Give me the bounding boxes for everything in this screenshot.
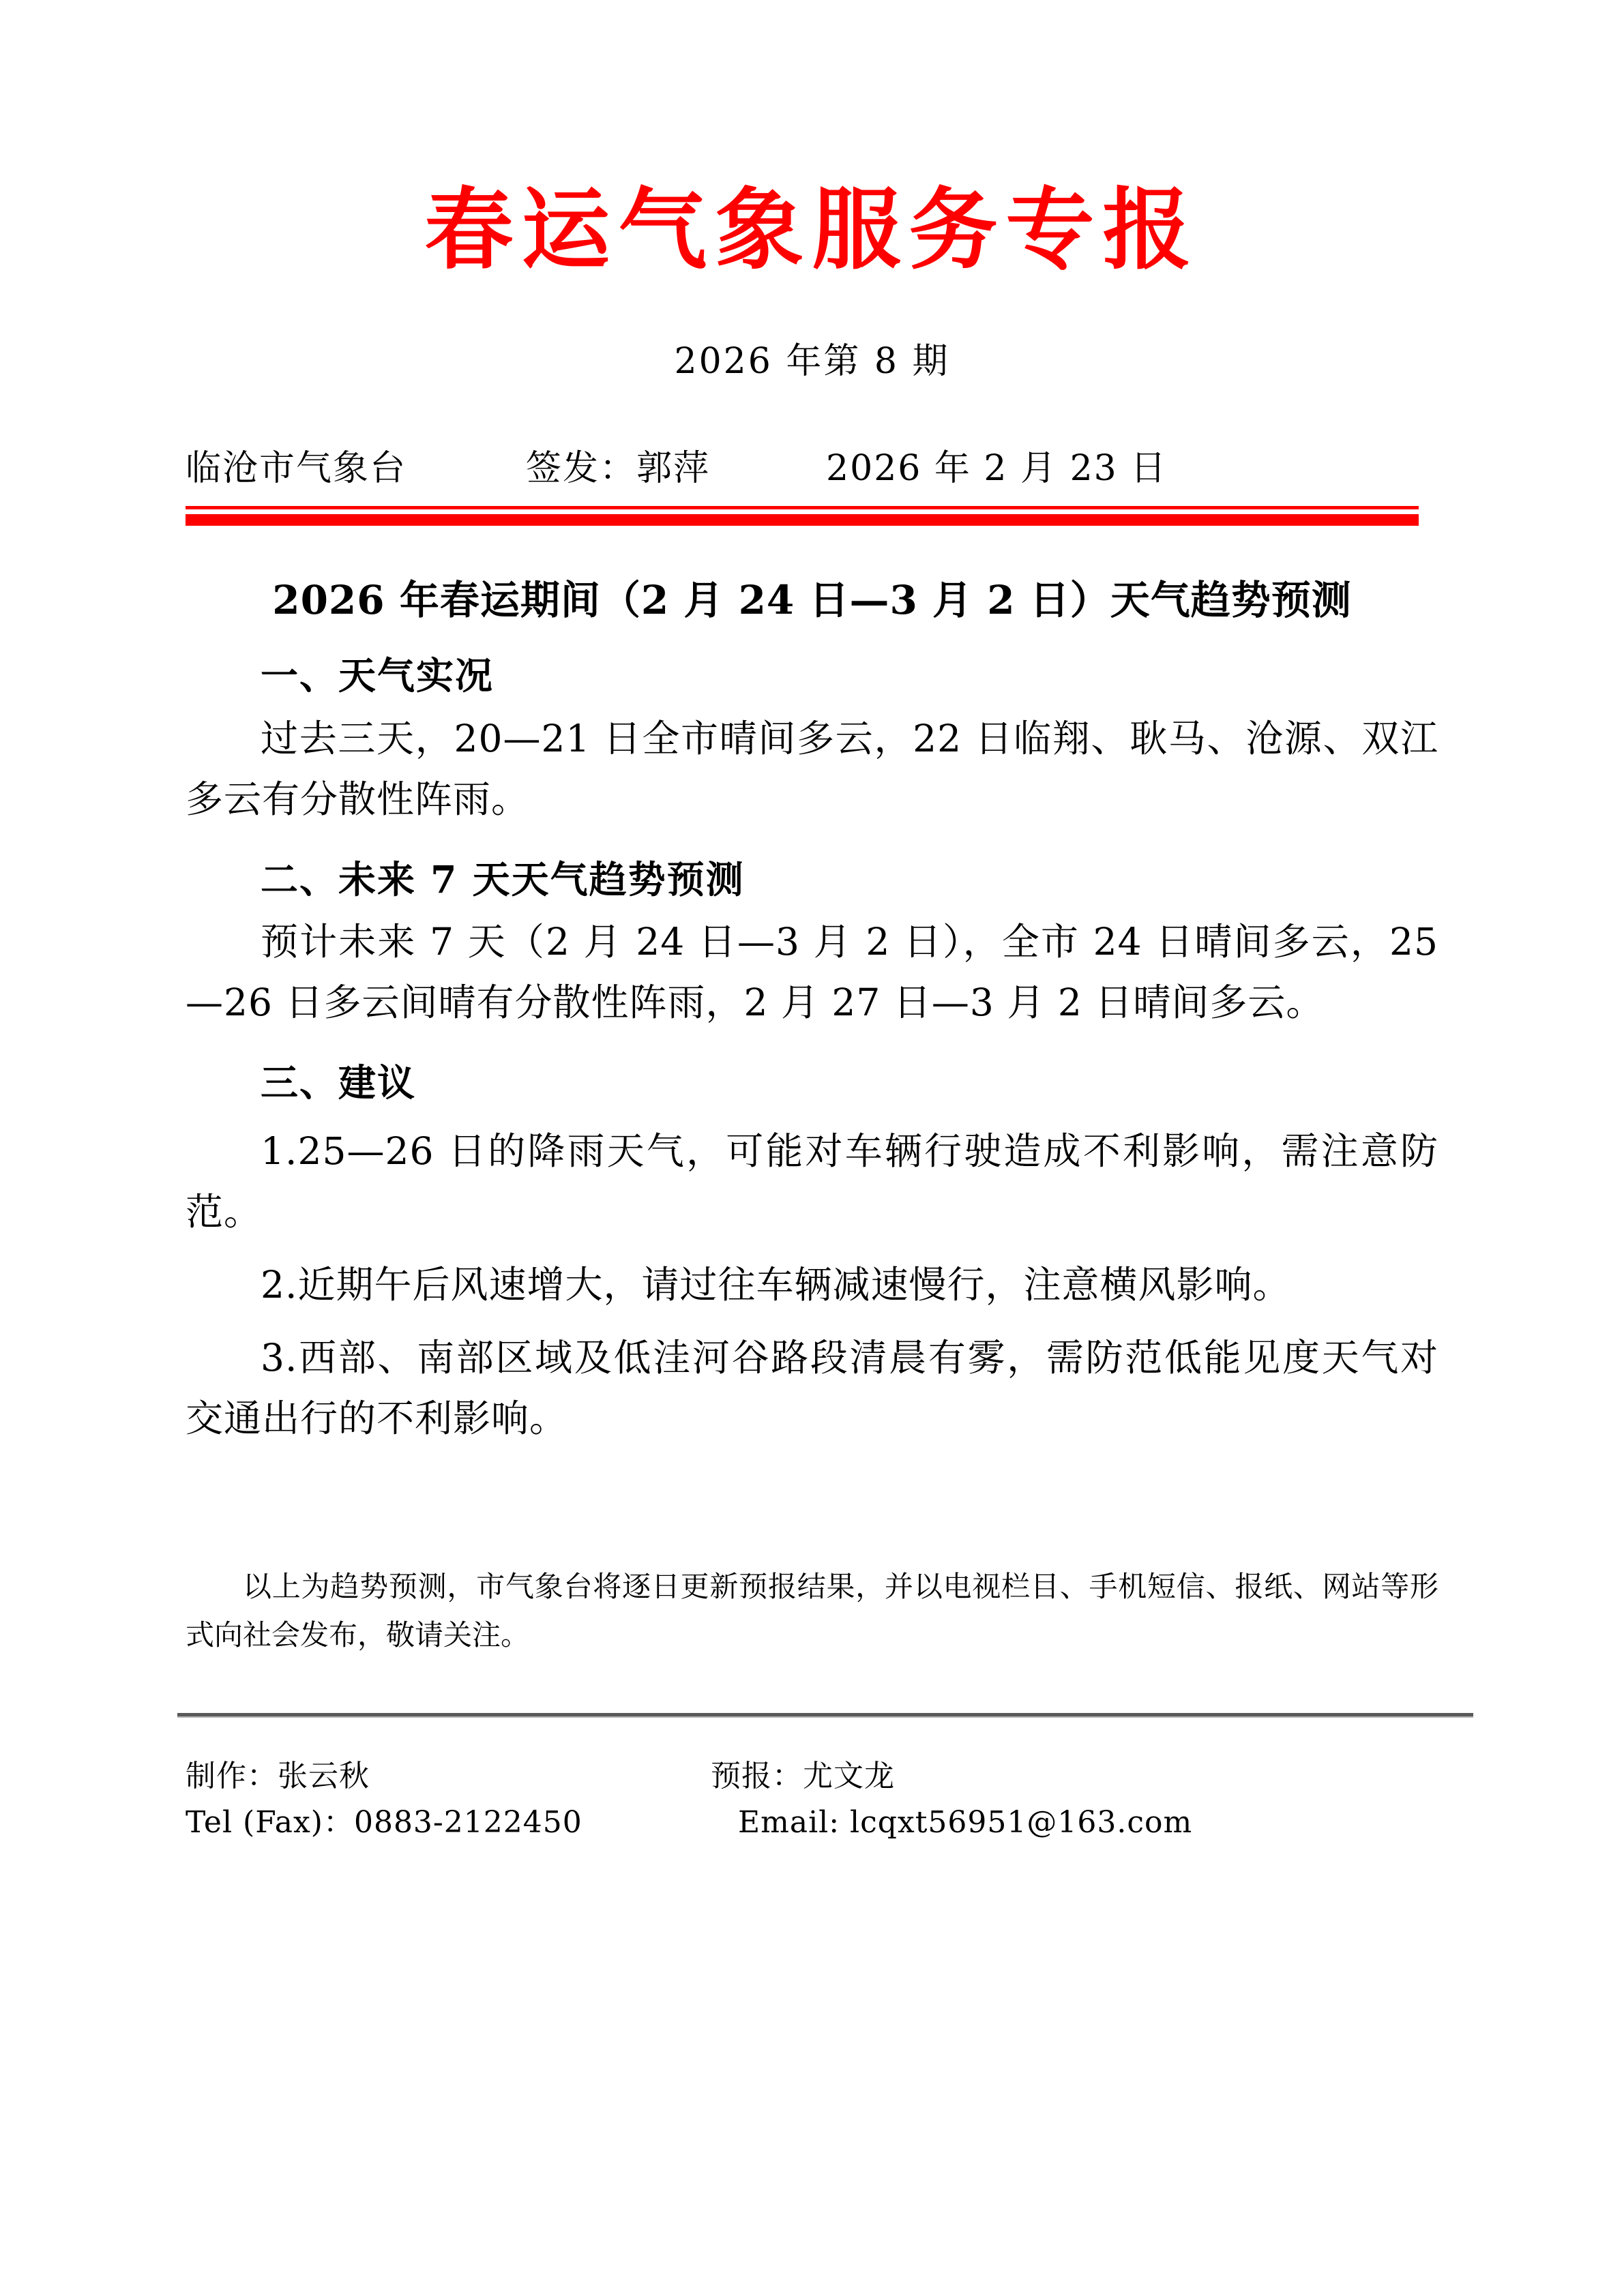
issuer-name: 签发：郭萍 [526,447,711,489]
document-title: 春运气象服务专报 [424,177,1200,282]
signature-row [186,383,1438,491]
footer [186,1716,1438,1846]
red-divider [186,506,1419,526]
list-item: 1.25—26 日的降雨天气，可能对车辆行驶造成不利影响，需注意防范。 [186,1129,1438,1234]
red-divider-gap [186,509,1419,514]
recommendation-list [186,1109,1438,1449]
issue-date: 2026 年 2 月 23 日 [826,447,1168,489]
telephone-value: Tel (Fax)：0883-2122450 [186,1804,582,1840]
footer-contact-row [186,1800,1438,1846]
footer-credits-row [186,1753,1438,1800]
issue-number: 2026 年第 8 期 [674,340,950,382]
email-value: Email: lcqxt56951@163.com [738,1804,1193,1840]
closing-note: 以上为趋势预测，市气象台将逐日更新预报结果，并以电视栏目、手机短信、报纸、网站等形式向社会发布，敬请关注。 [186,1569,1438,1652]
section-heading-recommendations: 三、建议 [261,1060,417,1105]
issuing-office: 临沧市气象台 [186,447,407,489]
article-body [186,526,1438,1660]
article-title: 2026 年春运期间（2 月 24 日—3 月 2 日）天气趋势预测 [272,576,1352,623]
forecaster-credit: 预报：尤文龙 [711,1758,895,1793]
section-heading-weather-observation: 一、天气实况 [261,653,494,698]
section-heading-seven-day-forecast: 二、未来 7 天天气趋势预测 [261,856,745,901]
masthead [186,0,1438,383]
section-paragraph: 预计未来 7 天（2 月 24 日—3 月 2 日），全市 24 日晴间多云，25—26 日多云间晴有分散性阵雨，2 月 27 日—3 月 2 日晴间多云。 [186,920,1438,1025]
list-item: 2.近期午后风速增大，请过往车辆减速慢行，注意横风影响。 [261,1262,1291,1307]
red-divider-thick-line [186,514,1419,526]
producer-credit: 制作：张云秋 [186,1758,370,1793]
list-item: 3.西部、南部区域及低洼河谷路段清晨有雾，需防范低能见度天气对交通出行的不利影响。 [186,1335,1438,1440]
section-paragraph: 过去三天，20—21 日全市晴间多云，22 日临翔、耿马、沧源、双江多云有分散性阵雨。 [186,716,1438,821]
